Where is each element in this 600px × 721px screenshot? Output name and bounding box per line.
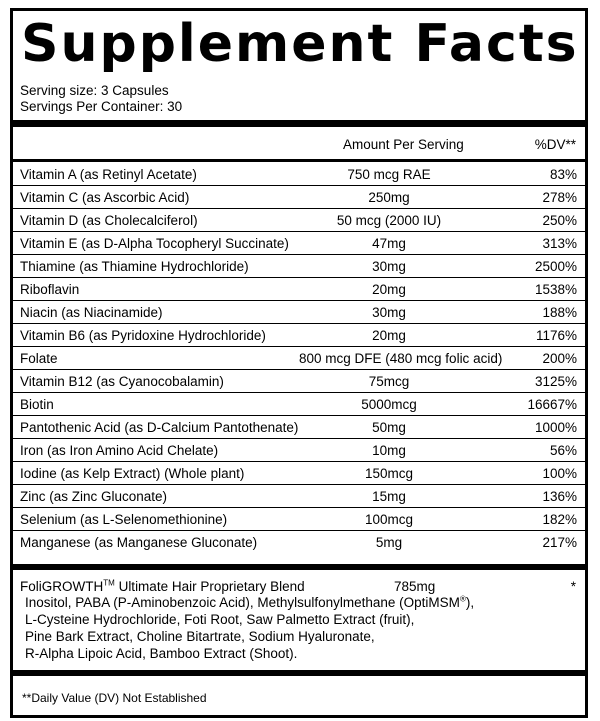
nutrient-amount: 750 mcg RAE [347,167,431,182]
nutrient-amount: 30mg [372,259,406,274]
medium-divider [13,159,585,162]
thick-divider-top [13,120,585,127]
panel-title: Supplement Facts [21,14,579,74]
nutrient-daily-value: 136% [542,489,577,504]
nutrient-row [13,324,585,347]
nutrient-row [13,163,585,186]
nutrient-name: Vitamin E (as D-Alpha Tocopheryl Succinate) [20,236,289,251]
nutrient-name: Vitamin A (as Retinyl Acetate) [20,167,197,182]
blend-name-main: FoliGROWTH [20,579,104,594]
nutrient-name: Vitamin B6 (as Pyridoxine Hydrochloride) [20,328,266,343]
nutrient-row [13,439,585,462]
nutrient-daily-value: 16667% [527,397,577,412]
nutrient-daily-value: 188% [542,305,577,320]
blend-ingredients-line-3: Pine Bark Extract, Choline Bitartrate, Sodium Hyaluronate, [25,629,375,644]
supplement-facts-panel [10,8,588,718]
nutrient-row [13,393,585,416]
blend-amount: 785mg [394,579,436,594]
nutrient-daily-value: 3125% [534,374,577,389]
blend-ingredients-line-4: R-Alpha Lipoic Acid, Bamboo Extract (Shoot). [25,646,298,661]
nutrient-daily-value: 2500% [534,259,577,274]
blend-name [20,579,305,595]
nutrient-daily-value: 200% [542,351,577,366]
nutrient-amount: 75mcg [368,374,410,389]
nutrient-amount: 10mg [372,443,406,458]
nutrient-row [13,186,585,209]
nutrient-amount: 20mg [372,328,406,343]
nutrient-daily-value: 217% [542,535,577,550]
nutrient-amount: 47mg [372,236,406,251]
registered-mark: ® [459,594,466,604]
nutrient-row [13,232,585,255]
nutrient-amount: 800 mcg DFE (480 mcg folic acid) [299,351,503,366]
nutrient-daily-value: 182% [542,512,577,527]
blend-ingredients-line-2: L-Cysteine Hydrochloride, Foti Root, Saw Palmetto Extract (fruit), [25,612,415,627]
nutrient-name: Niacin (as Niacinamide) [20,305,163,320]
nutrient-name: Zinc (as Zinc Gluconate) [20,489,168,504]
nutrient-amount: 5000mcg [361,397,417,412]
nutrient-amount: 50 mcg (2000 IU) [336,213,442,228]
nutrient-amount: 100mcg [364,512,414,527]
nutrient-row [13,462,585,485]
nutrient-amount: 20mg [372,282,406,297]
nutrient-name: Iodine (as Kelp Extract) (Whole plant) [20,466,245,481]
amount-per-serving-header: Amount Per Serving [343,137,464,152]
nutrient-name: Iron (as Iron Amino Acid Chelate) [20,443,219,458]
nutrient-daily-value: 1538% [534,282,577,297]
nutrient-amount: 15mg [372,489,406,504]
servings-per-container: Servings Per Container: 30 [20,99,183,114]
nutrient-amount: 30mg [372,305,406,320]
nutrient-daily-value: 56% [549,443,577,458]
nutrient-name: Vitamin C (as Ascorbic Acid) [20,190,190,205]
nutrient-row [13,508,585,531]
nutrient-amount: 50mg [372,420,406,435]
serving-size: Serving size: 3 Capsules [20,83,169,98]
trademark-mark: TM [103,578,115,588]
nutrient-name: Vitamin D (as Cholecalciferol) [20,213,198,228]
daily-value-header: %DV** [534,137,576,152]
nutrient-name: Biotin [20,397,54,412]
blend-name-suffix: Ultimate Hair Proprietary Blend [114,579,305,594]
nutrient-row [13,301,585,324]
nutrient-row [13,347,585,370]
nutrient-row [13,209,585,232]
nutrient-row [13,278,585,301]
nutrient-row [13,485,585,508]
nutrient-name: Selenium (as L-Selenomethionine) [20,512,228,527]
nutrient-name: Folate [20,351,58,366]
nutrient-daily-value: 1176% [535,328,577,343]
nutrient-row [13,370,585,393]
nutrient-daily-value: 250% [542,213,577,228]
nutrient-name: Thiamine (as Thiamine Hydrochloride) [20,259,249,274]
nutrient-name: Manganese (as Manganese Gluconate) [20,535,258,550]
nutrient-row [13,531,585,554]
nutrient-row [13,255,585,278]
nutrient-daily-value: 278% [542,190,577,205]
nutrient-name: Pantothenic Acid (as D-Calcium Pantothenate) [20,420,299,435]
daily-value-footnote: **Daily Value (DV) Not Established [22,691,207,705]
nutrient-amount: 250mg [368,190,410,205]
thick-divider-blend [13,564,585,570]
nutrient-daily-value: 313% [542,236,577,251]
ingredients-line-1-b: ), [465,595,475,610]
nutrient-name: Riboflavin [20,282,80,297]
nutrient-daily-value: 83% [549,167,577,182]
nutrient-amount: 5mg [375,535,403,550]
nutrient-daily-value: 100% [542,466,577,481]
thick-divider-bottom [13,670,585,676]
nutrient-name: Vitamin B12 (as Cyanocobalamin) [20,374,224,389]
nutrient-amount: 150mcg [364,466,414,481]
ingredients-line-1-a: Inositol, PABA (P-Aminobenzoic Acid), Methylsulfonylmethane (OptiMSM [25,595,460,610]
blend-ingredients-line-1 [25,595,474,611]
blend-daily-value: * [570,579,576,594]
nutrient-daily-value: 1000% [534,420,577,435]
nutrient-row [13,416,585,439]
